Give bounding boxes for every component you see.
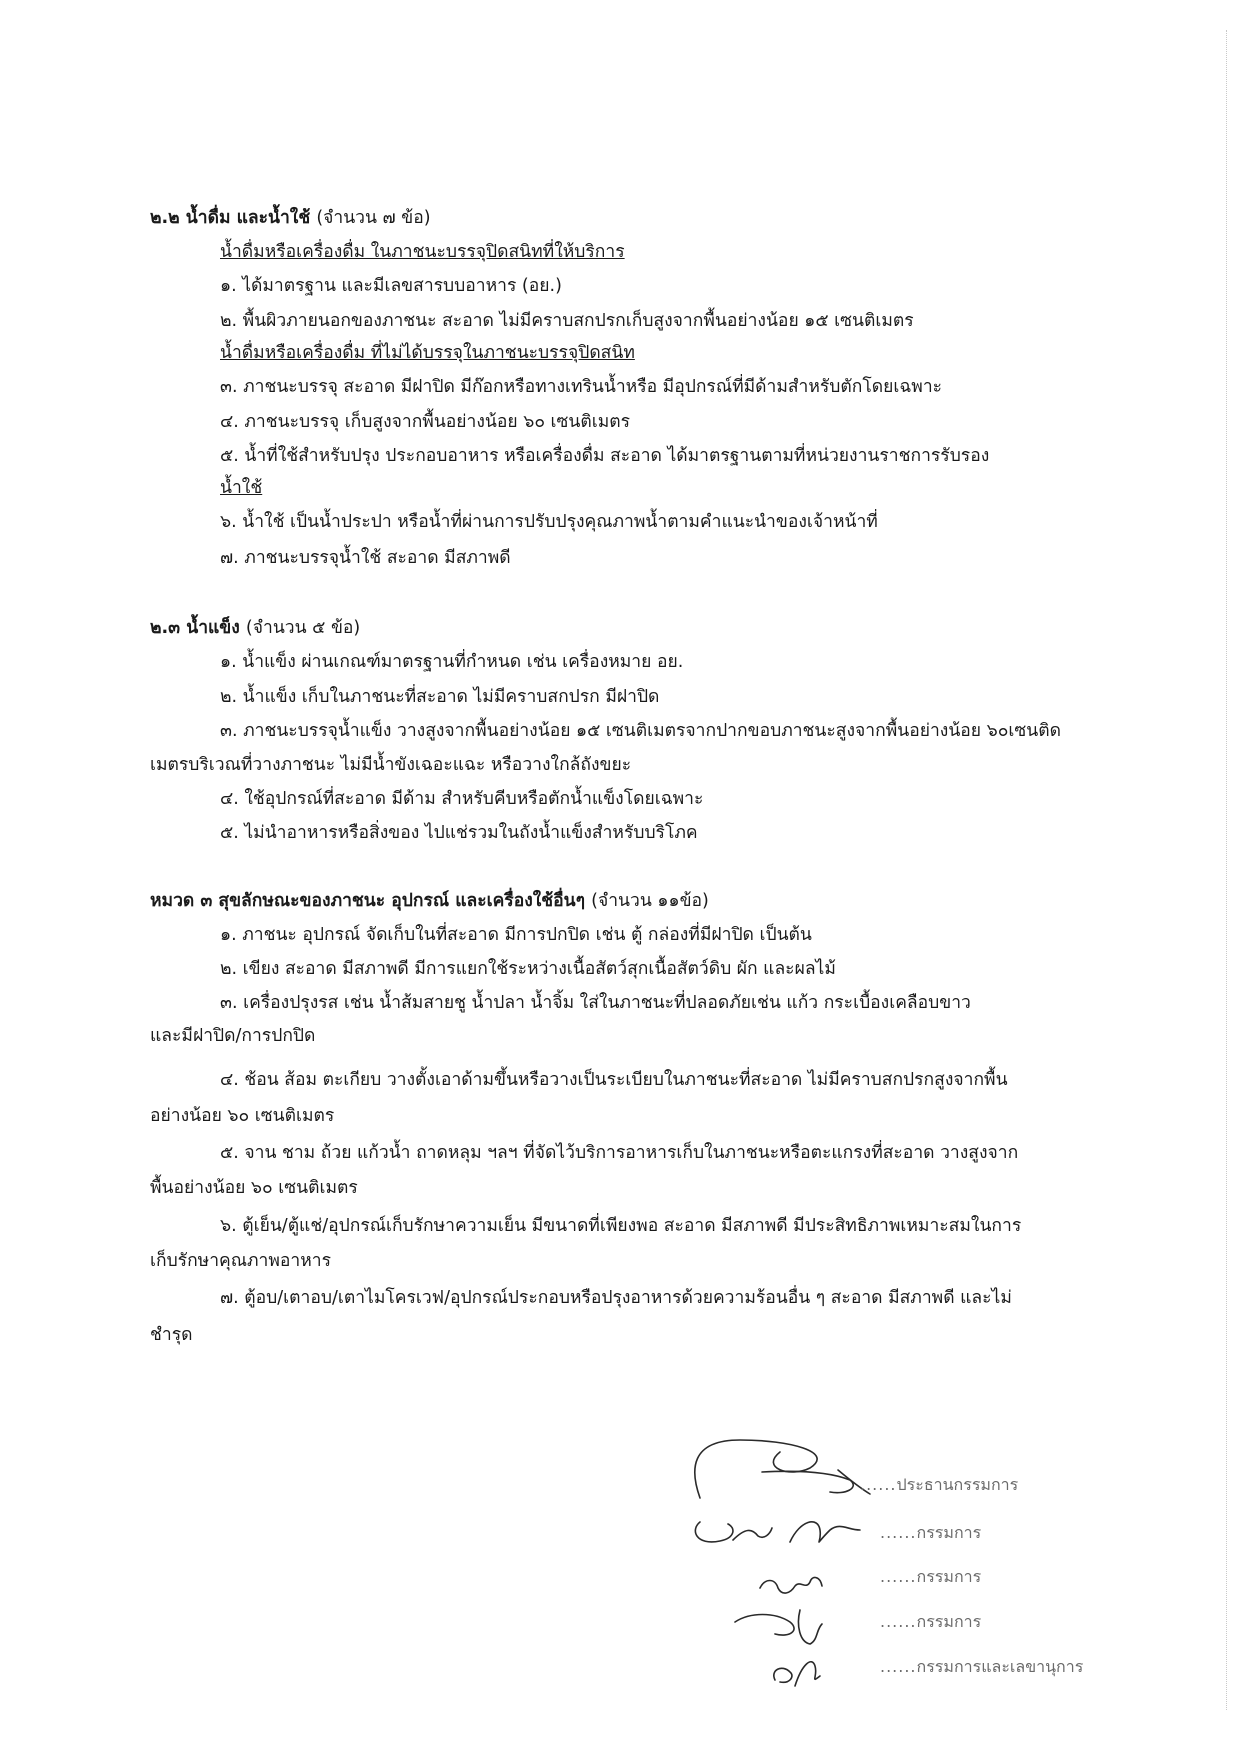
list-item: ๑. ได้มาตรฐาน และมีเลขสารบบอาหาร (อย.)	[220, 276, 562, 296]
section-3-heading: หมวด ๓ สุขลักษณะของภาชนะ อุปกรณ์ และเครื่องใช้อื่นๆ (จำนวน ๑๑ข้อ)	[150, 891, 709, 911]
list-item-continuation: เมตรบริเวณที่วางภาชนะ ไม่มีน้ำขังเฉอะแฉะ หรือวางใกล้ถังขยะ	[150, 755, 632, 775]
section-2-2-heading: ๒.๒ น้ำดื่ม และน้ำใช้ (จำนวน ๗ ข้อ)	[150, 208, 431, 228]
list-item: ๔. ช้อน ส้อม ตะเกียบ วางตั้งเอาด้ามขึ้นหรือวางเป็นระเบียบในภาชนะที่สะอาด ไม่มีคราบสกปรกสูงจากพื้น	[220, 1070, 1008, 1090]
signature-line-member-3: ......กรรมการ	[880, 1612, 982, 1631]
list-item: ๗. ตู้อบ/เตาอบ/เตาไมโครเวฟ/อุปกรณ์ประกอบหรือปรุงอาหารด้วยความร้อนอื่น ๆ สะอาด มีสภาพดี และไม่	[220, 1288, 1012, 1308]
signature-line-member-1: ......กรรมการ	[880, 1523, 982, 1542]
list-item: ๒. เขียง สะอาด มีสภาพดี มีการแยกใช้ระหว่างเนื้อสัตว์สุกเนื้อสัตว์ดิบ ผัก และผลไม้	[220, 959, 836, 979]
list-item-continuation: และมีฝาปิด/การปกปิด	[150, 1026, 316, 1046]
list-item: ๕. จาน ชาม ถ้วย แก้วน้ำ ถาดหลุม ฯลฯ ที่จัดไว้บริการอาหารเก็บในภาชนะหรือตะแกรงที่สะอาด วางสูงจาก	[220, 1143, 1019, 1163]
list-item-continuation: ชำรุด	[150, 1325, 193, 1345]
list-item: ๑. ภาชนะ อุปกรณ์ จัดเก็บในที่สะอาด มีการปกปิด เช่น ตู้ กล่องที่มีฝาปิด เป็นต้น	[220, 925, 812, 945]
list-item: ๗. ภาชนะบรรจุน้ำใช้ สะอาด มีสภาพดี	[220, 548, 511, 568]
list-item: ๔. ภาชนะบรรจุ เก็บสูงจากพื้นอย่างน้อย ๖๐ เซนติเมตร	[220, 412, 631, 432]
subheading-sealed-drinks: น้ำดื่มหรือเครื่องดื่ม ในภาชนะบรรจุปิดสนิทที่ให้บริการ	[220, 242, 625, 262]
list-item-continuation: อย่างน้อย ๖๐ เซนติเมตร	[150, 1106, 335, 1126]
signature-line-member-2: ......กรรมการ	[880, 1567, 982, 1586]
subheading-water-use: น้ำใช้	[220, 478, 263, 498]
subheading-unsealed-drinks: น้ำดื่มหรือเครื่องดื่ม ที่ไม่ได้บรรจุในภาชนะบรรจุปิดสนิท	[220, 343, 635, 363]
list-item-continuation: เก็บรักษาคุณภาพอาหาร	[150, 1251, 331, 1271]
list-item: ๓. ภาชนะบรรจุน้ำแข็ง วางสูงจากพื้นอย่างน้อย ๑๕ เซนติเมตรจากปากขอบภาชนะสูงจากพื้นอย่างน้อย ๖๐เซนติด	[220, 721, 1061, 741]
list-item: ๒. น้ำแข็ง เก็บในภาชนะที่สะอาด ไม่มีคราบสกปรก มีฝาปิด	[220, 687, 660, 707]
signature-line-secretary: ......กรรมการและเลขานุการ	[880, 1657, 1084, 1676]
list-item: ๕. ไม่นำอาหารหรือสิ่งของ ไปแช่รวมในถังน้ำแข็งสำหรับบริโภค	[220, 823, 698, 843]
list-item: ๓. เครื่องปรุงรส เช่น น้ำส้มสายชู น้ำปลา น้ำจิ้ม ใส่ในภาชนะที่ปลอดภัยเช่น แก้ว กระเบื้องเคลือบขาว	[220, 993, 971, 1013]
list-item: ๒. พื้นผิวภายนอกของภาชนะ สะอาด ไม่มีคราบสกปรกเก็บสูงจากพื้นอย่างน้อย ๑๕ เซนติเมตร	[220, 311, 914, 331]
list-item: ๕. น้ำที่ใช้สำหรับปรุง ประกอบอาหาร หรือเครื่องดื่ม สะอาด ได้มาตรฐานตามที่หน่วยงานราชการรับรอง	[220, 446, 990, 466]
list-item-continuation: พื้นอย่างน้อย ๖๐ เซนติเมตร	[150, 1178, 358, 1198]
list-item: ๓. ภาชนะบรรจุ สะอาด มีฝาปิด มีก๊อกหรือทางเทรินน้ำหรือ มีอุปกรณ์ที่มีด้ามสำหรับตักโดยเฉพาะ	[220, 377, 943, 397]
list-item: ๔. ใช้อุปกรณ์ที่สะอาด มีด้าม สำหรับคีบหรือตักน้ำแข็งโดยเฉพาะ	[220, 789, 704, 809]
list-item: ๑. น้ำแข็ง ผ่านเกณฑ์มาตรฐานที่กำหนด เช่น เครื่องหมาย อย.	[220, 652, 684, 672]
signature-line-chairman: ......ประธานกรรมการ	[860, 1475, 1019, 1494]
section-2-3-heading: ๒.๓ น้ำแข็ง (จำนวน ๕ ข้อ)	[150, 618, 361, 638]
list-item: ๖. น้ำใช้ เป็นน้ำประปา หรือน้ำที่ผ่านการปรับปรุงคุณภาพน้ำตามคำแนะนำของเจ้าหน้าที่	[220, 512, 878, 532]
list-item: ๖. ตู้เย็น/ตู้แช่/อุปกรณ์เก็บรักษาความเย็น มีขนาดที่เพียงพอ สะอาด มีสภาพดี มีประสิทธิภาพเหมาะสมในการ	[220, 1216, 1022, 1236]
